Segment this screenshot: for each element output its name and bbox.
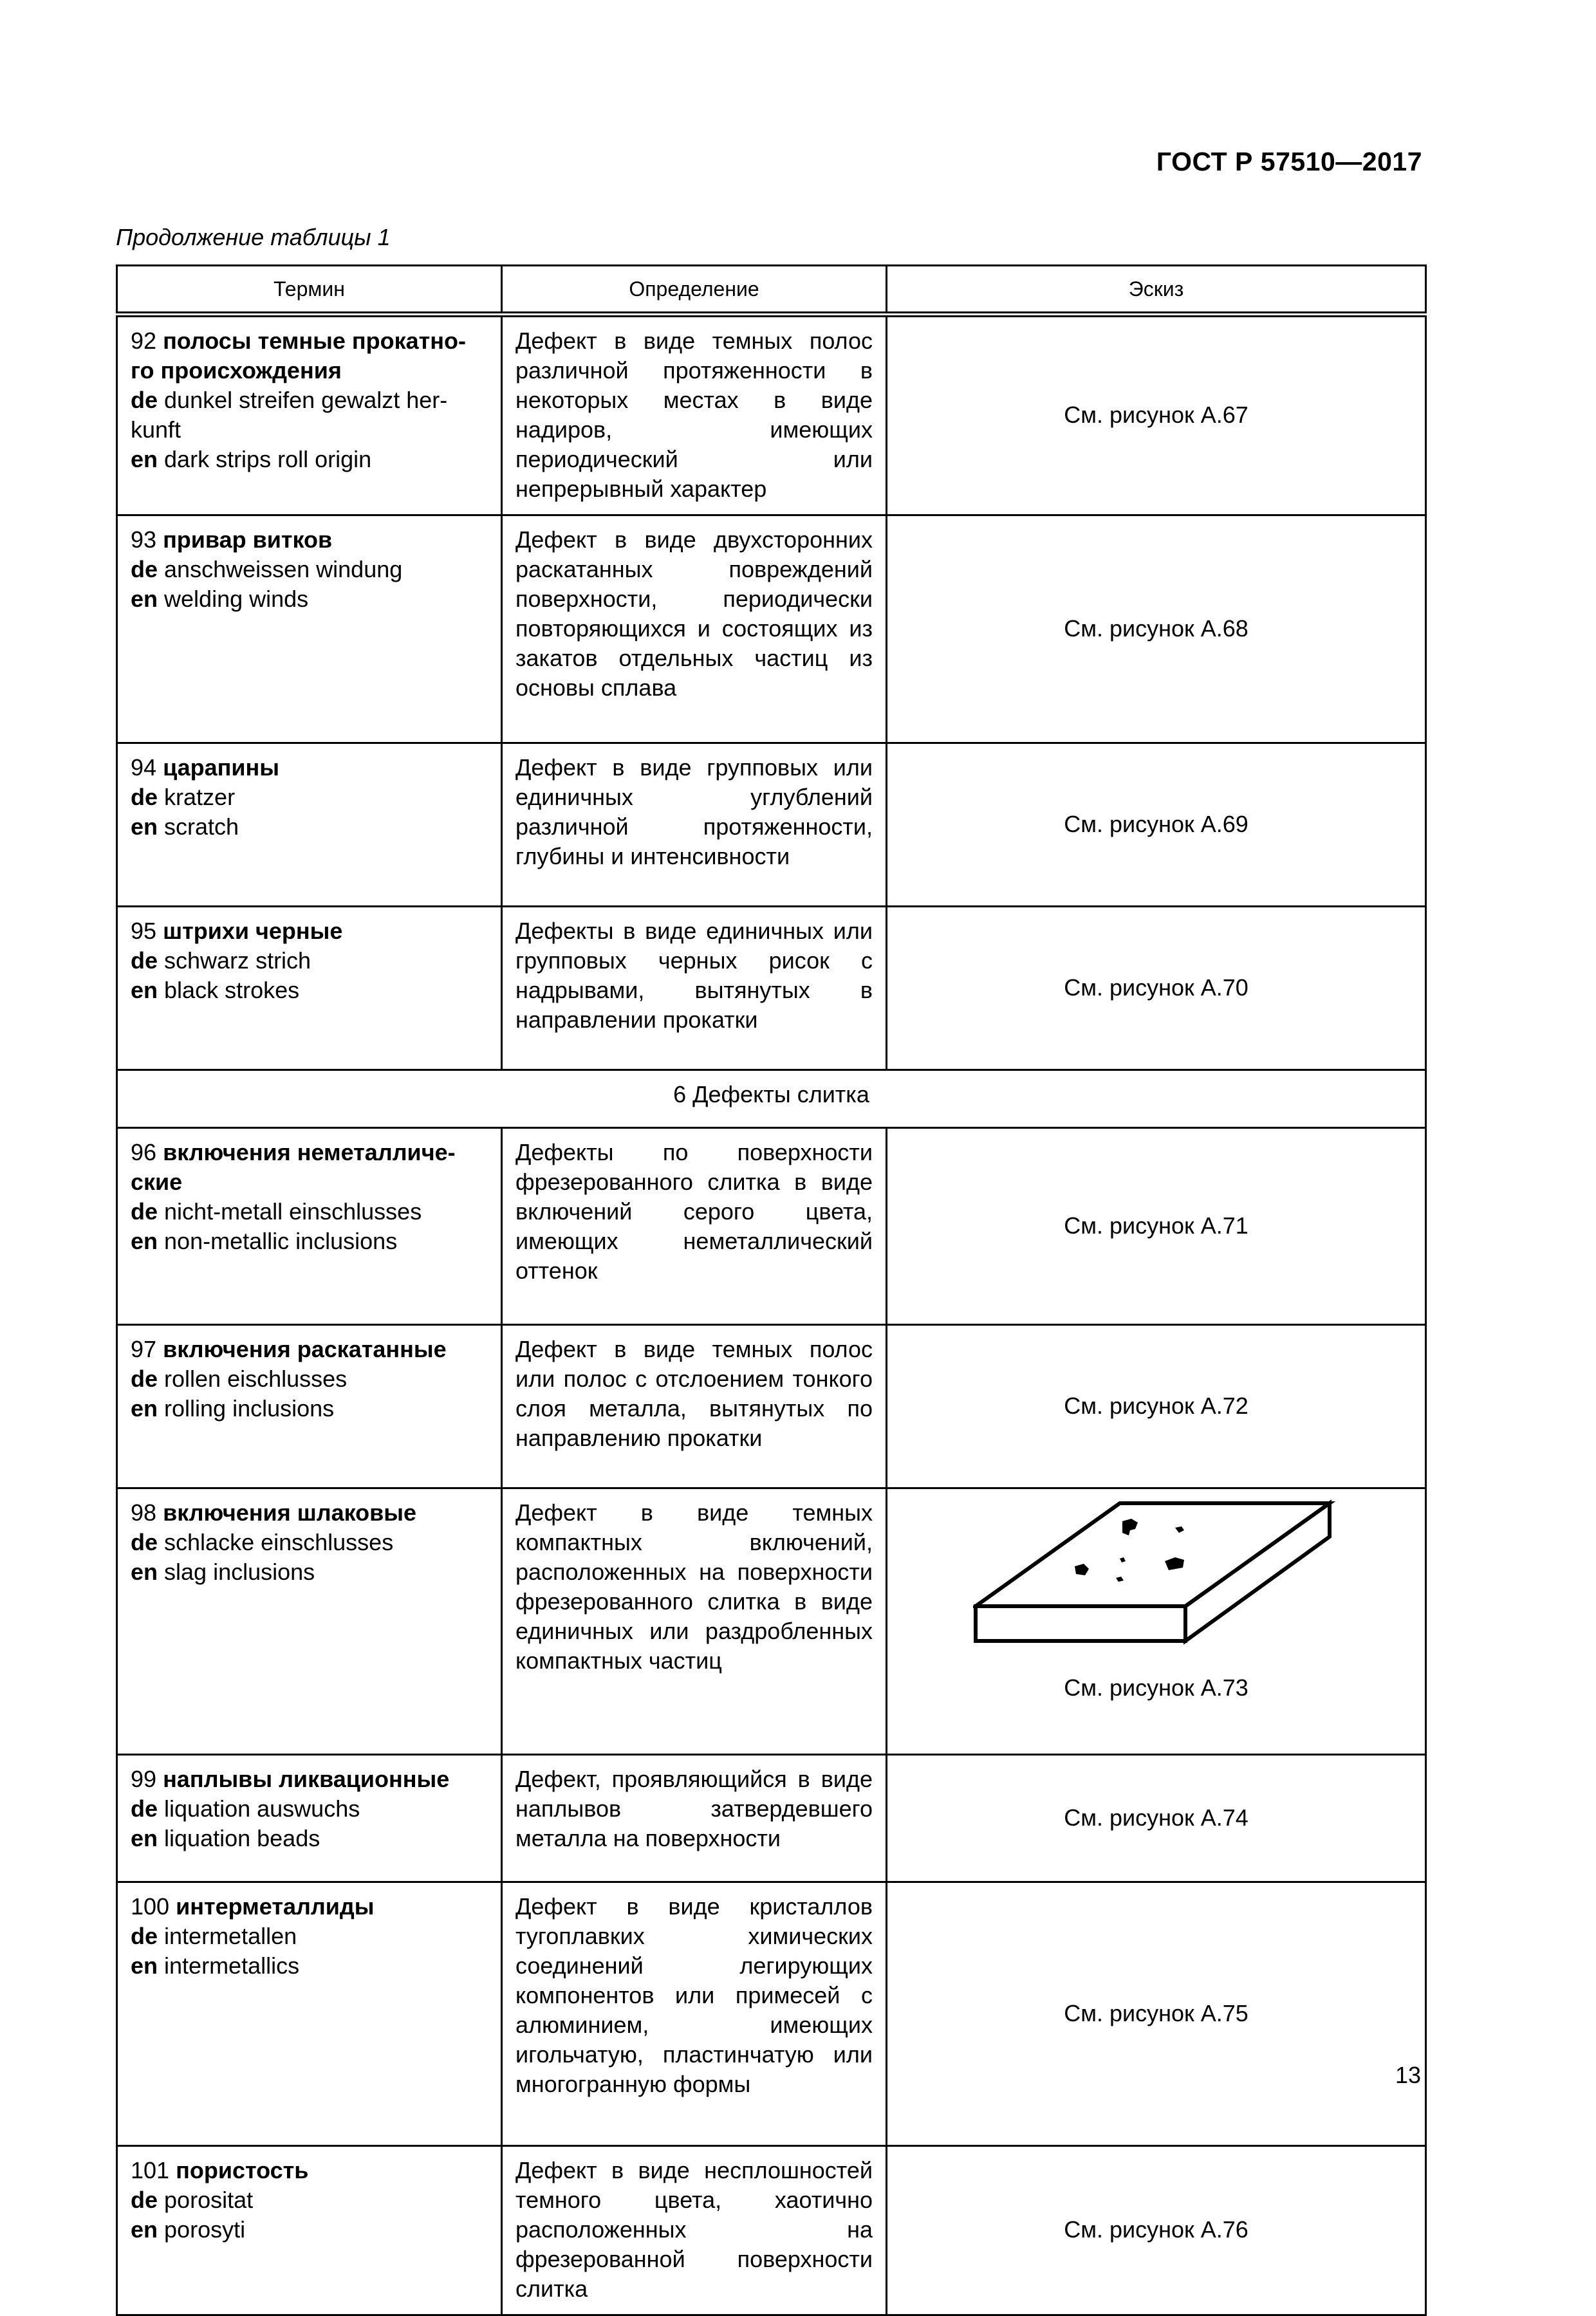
- lang-label-en: en: [131, 2216, 158, 2243]
- definition-cell: Дефект в виде темных полос или полос с отслоением тонкого слоя металла, вытянутых по направлению прокатки: [502, 1325, 887, 1488]
- table-row: [117, 2146, 1426, 2315]
- term-english: black strokes: [164, 977, 300, 1003]
- term-german: schlacke einschlusses: [164, 1529, 394, 1555]
- sketch-reference: См. рисунок А.75: [887, 1882, 1426, 2146]
- sketch-reference: См. рисунок А.67: [887, 315, 1426, 515]
- definition-cell: Дефекты по поверхности фрезерованного слитка в виде включений серого цвета, имеющих неметаллический оттенок: [502, 1128, 887, 1325]
- terms-table: [116, 264, 1427, 2316]
- lang-label-en: en: [131, 1559, 158, 1585]
- term-german: dunkel streifen gewalzt her-: [164, 387, 448, 413]
- lang-label-de: de: [131, 387, 158, 413]
- lang-label-de: de: [131, 1366, 158, 1392]
- lang-label-de: de: [131, 947, 158, 974]
- term-russian: привар витков: [163, 526, 333, 553]
- table-row: [117, 1488, 1426, 1755]
- table-row: [117, 1128, 1426, 1325]
- table-header-row: [117, 266, 1426, 315]
- lang-label-de: de: [131, 1198, 158, 1225]
- term-number: 101: [131, 2157, 170, 2183]
- definition-cell: Дефект, проявляющийся в виде наплывов затвердевшего металла на поверхности: [502, 1755, 887, 1882]
- lang-label-en: en: [131, 813, 158, 840]
- table-continuation-caption: Продолжение таблицы 1: [116, 224, 391, 250]
- term-russian: штрихи черные: [163, 918, 343, 944]
- term-number: 96: [131, 1139, 157, 1165]
- term-number: 98: [131, 1499, 157, 1526]
- sketch-reference: См. рисунок А.71: [887, 1128, 1426, 1325]
- sketch-reference: См. рисунок А.68: [887, 515, 1426, 743]
- term-cell: [117, 1128, 502, 1325]
- table-row: [117, 515, 1426, 743]
- document-code: ГОСТ Р 57510—2017: [1156, 147, 1422, 176]
- term-cell: [117, 315, 502, 515]
- definition-cell: Дефект в виде двухсторонних раскатанных повреждений поверхности, периодически повторяющихся и состоящих из закатов отдельных частиц из основы сплава: [502, 515, 887, 743]
- term-english: porosyti: [164, 2216, 246, 2243]
- term-cell: [117, 1488, 502, 1755]
- term-number: 95: [131, 918, 157, 944]
- term-russian: ские: [131, 1169, 183, 1195]
- sketch-reference: См. рисунок А.76: [887, 2146, 1426, 2315]
- term-russian: включения шлаковые: [163, 1499, 417, 1526]
- term-english: liquation beads: [164, 1825, 320, 1851]
- sketch-reference: См. рисунок А.74: [887, 1755, 1426, 1882]
- term-cell: [117, 743, 502, 907]
- term-cell: [117, 1325, 502, 1488]
- term-english: dark strips roll origin: [164, 446, 372, 472]
- term-english: welding winds: [164, 586, 309, 612]
- sketch-reference: См. рисунок А.70: [887, 907, 1426, 1070]
- definition-cell: Дефекты в виде единичных или групповых черных рисок с надрывами, вытянутых в направлении прокатки: [502, 907, 887, 1070]
- term-german: anschweissen windung: [164, 556, 403, 582]
- lang-label-en: en: [131, 977, 158, 1003]
- table-row: [117, 1882, 1426, 2146]
- term-russian: включения неметалличе-: [163, 1139, 456, 1165]
- term-english: rolling inclusions: [164, 1395, 335, 1422]
- table-row: [117, 315, 1426, 515]
- table-row: [117, 1325, 1426, 1488]
- term-russian: наплывы ликвационные: [163, 1766, 450, 1792]
- term-russian: го происхождения: [131, 357, 342, 384]
- lang-label-en: en: [131, 446, 158, 472]
- table-section-row: [117, 1070, 1426, 1128]
- term-english: intermetallics: [164, 1952, 300, 1979]
- page-number: 13: [1395, 2062, 1421, 2088]
- column-header-sketch: Эскиз: [887, 266, 1426, 315]
- term-number: 97: [131, 1336, 157, 1362]
- term-number: 99: [131, 1766, 157, 1792]
- term-number: 92: [131, 328, 157, 354]
- term-cell: [117, 1882, 502, 2146]
- term-number: 93: [131, 526, 157, 553]
- lang-label-en: en: [131, 1952, 158, 1979]
- term-cell: [117, 1755, 502, 1882]
- term-german: liquation auswuchs: [164, 1795, 360, 1822]
- term-cell: [117, 515, 502, 743]
- lang-label-en: en: [131, 586, 158, 612]
- section-heading: 6 Дефекты слитка: [117, 1070, 1426, 1128]
- slag-inclusions-sketch: [973, 1494, 1340, 1668]
- sketch-cell: [887, 1488, 1426, 1755]
- term-russian: включения раскатанные: [163, 1336, 447, 1362]
- definition-cell: Дефект в виде темных полос различной протяженности в некоторых местах в виде надиров, имеющих периодический или непрерывный характер: [502, 315, 887, 515]
- definition-cell: Дефект в виде кристаллов тугоплавких химических соединений легирующих компонентов или примесей с алюминием, имеющих игольчатую, пластинчатую или многогранную формы: [502, 1882, 887, 2146]
- definition-cell: Дефект в виде несплошностей темного цвета, хаотично расположенных на фрезерованной поверхности слитка: [502, 2146, 887, 2315]
- term-cell: [117, 2146, 502, 2315]
- term-english: scratch: [164, 813, 239, 840]
- lang-label-de: de: [131, 2187, 158, 2213]
- term-russian: царапины: [163, 754, 280, 781]
- lang-label-de: de: [131, 1795, 158, 1822]
- term-english: non-metallic inclusions: [164, 1228, 398, 1254]
- term-number: 94: [131, 754, 157, 781]
- lang-label-de: de: [131, 784, 158, 810]
- term-russian: интерметаллиды: [176, 1893, 375, 1920]
- column-header-term: Термин: [117, 266, 502, 315]
- column-header-definition: Определение: [502, 266, 887, 315]
- table-row: [117, 743, 1426, 907]
- lang-label-en: en: [131, 1228, 158, 1254]
- term-russian: пористость: [176, 2157, 309, 2183]
- lang-label-de: de: [131, 1923, 158, 1949]
- term-german: porositat: [164, 2187, 254, 2213]
- table-row: [117, 1755, 1426, 1882]
- term-cell: [117, 907, 502, 1070]
- definition-cell: Дефект в виде темных компактных включений, расположенных на поверхности фрезерованного слитка в виде единичных или раздробленных компактных частиц: [502, 1488, 887, 1755]
- table-row: [117, 907, 1426, 1070]
- sketch-reference: См. рисунок А.73: [1064, 1674, 1248, 1701]
- term-german: nicht-metall einschlusses: [164, 1198, 422, 1225]
- term-german: kratzer: [164, 784, 236, 810]
- sketch-reference: См. рисунок А.69: [887, 743, 1426, 907]
- lang-label-en: en: [131, 1825, 158, 1851]
- term-russian: полосы темные прокатно-: [163, 328, 467, 354]
- term-number: 100: [131, 1893, 170, 1920]
- term-english: slag inclusions: [164, 1559, 315, 1585]
- sketch-reference: См. рисунок А.72: [887, 1325, 1426, 1488]
- term-german: kunft: [131, 416, 181, 443]
- lang-label-de: de: [131, 556, 158, 582]
- term-german: rollen eischlusses: [164, 1366, 348, 1392]
- term-german: intermetallen: [164, 1923, 297, 1949]
- lang-label-en: en: [131, 1395, 158, 1422]
- lang-label-de: de: [131, 1529, 158, 1555]
- term-german: schwarz strich: [164, 947, 311, 974]
- definition-cell: Дефект в виде групповых или единичных углублений различной протяженности, глубины и интенсивности: [502, 743, 887, 907]
